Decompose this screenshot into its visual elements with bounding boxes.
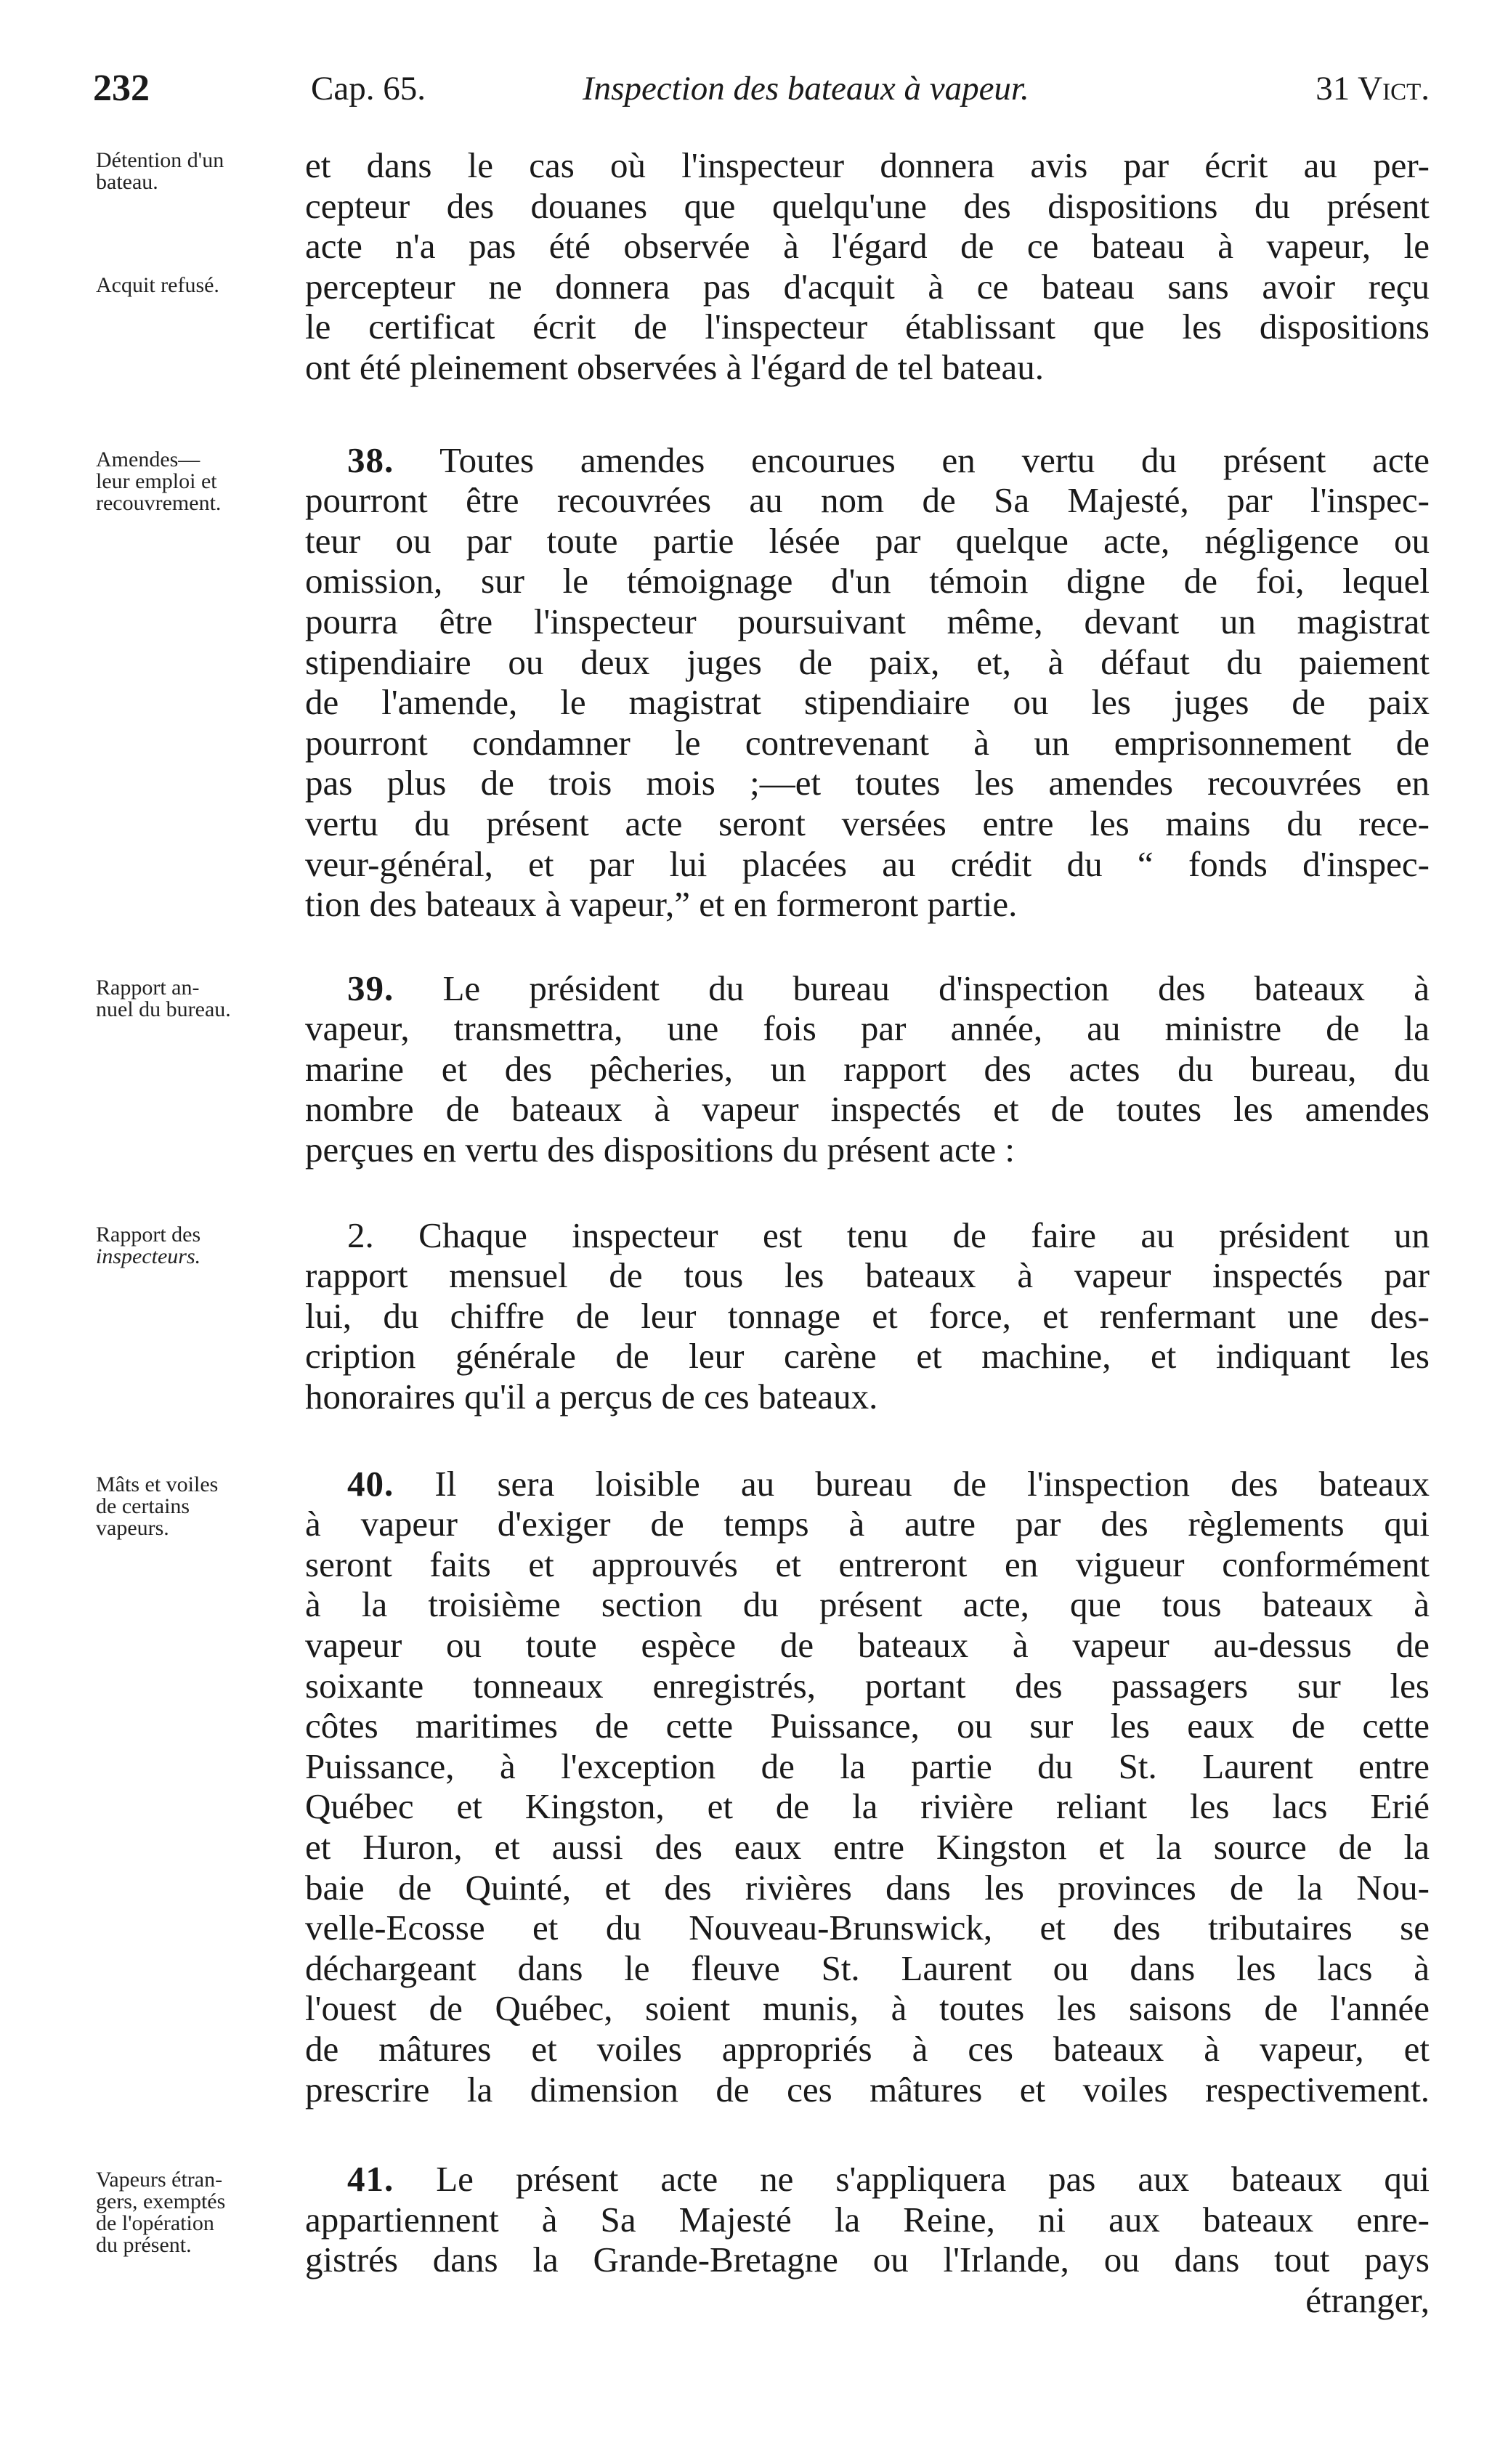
section-38 [0,440,1508,925]
margin-note-line: du présent. [96,2233,192,2258]
text-line: l'ouest de Québec, soient munis, à toutes les saisons de l'année [305,1988,1430,2029]
margin-note-line: de l'opération [96,2211,214,2236]
text-line: percepteur ne donnera pas d'acquit à ce bateau sans avoir reçu [305,266,1430,307]
margin-note-line: Rapport an- [96,975,200,1000]
text-line: de l'amende, le magistrat stipendiaire ou les juges de paix [305,682,1430,723]
text-line [305,968,1430,1009]
text-fragment: Il sera loisible au bureau de l'inspection des bateaux [434,1463,1430,1504]
section-number: 40. [347,1463,394,1504]
margin-note-line: Vapeurs étran- [96,2168,223,2192]
section-text [305,968,1430,1170]
text-line: seront faits et approuvés et entreront en vigueur conformément [305,1544,1430,1584]
text-line: soixante tonneaux enregistrés, portant des passagers sur les [305,1665,1430,1706]
text-line: prescrire la dimension de ces mâtures et voiles respectivement. [305,2069,1430,2110]
section-number: 38. [347,439,394,480]
text-line: cepteur des douanes que quelqu'une des dispositions du présent [305,185,1430,226]
text-line [305,1215,1430,1256]
margin-note-line: Amendes— [96,447,200,471]
text-line [305,2159,1430,2200]
section-number: 41. [347,2159,394,2200]
margin-note-vapeurs-etrangers [96,2169,292,2256]
text-line: teur ou par toute partie lésée par quelque acte, négligence ou [305,520,1430,561]
text-line: pourra être l'inspecteur poursuivant même, devant un magistrat [305,601,1430,641]
margin-note-line: leur emploi et [96,469,217,493]
margin-note-line: de certains [96,1494,190,1518]
text-line: baie de Quinté, et des rivières dans les provinces de la Nou- [305,1867,1430,1908]
text-line: et dans le cas où l'inspecteur donnera avis par écrit au per- [305,145,1430,185]
subsection-number: 2. [347,1215,374,1255]
section-text [305,145,1430,388]
text-line: pourront condamner le contrevenant à un emprisonnement de [305,722,1430,763]
margin-note-line: bateau. [96,170,158,194]
text-line: stipendiaire ou deux juges de paix, et, à défaut du paiement [305,641,1430,682]
text-line: côtes maritimes de cette Puissance, ou sur les eaux de cette [305,1706,1430,1746]
text-line: cription générale de leur carène et machine, et indiquant les [305,1336,1430,1377]
text-line: velle-Ecosse et du Nouveau-Brunswick, et des tributaires se [305,1908,1430,1948]
text-line: pourront être recouvrées au nom de Sa Majesté, par l'inspec- [305,480,1430,521]
margin-note-line: Acquit refusé. [96,273,219,297]
text-line: veur-général, et par lui placées au crédit du “ fonds d'inspec- [305,843,1430,884]
text-line: le certificat écrit de l'inspecteur établissant que les dispositions [305,307,1430,347]
text-line: déchargeant dans le fleuve St. Laurent ou dans les lacs à [305,1948,1430,1988]
section-39 [0,968,1508,1170]
section-text [305,1215,1430,1417]
section-text [305,2159,1430,2320]
margin-note-line: Rapport des [96,1222,201,1247]
margin-note-rapport-annuel [96,977,292,1021]
section-40 [0,1464,1508,2110]
text-line: à vapeur d'exiger de temps à autre par des règlements qui [305,1504,1430,1544]
margin-note-line: vapeurs. [96,1515,169,1540]
page-body [0,145,1508,2321]
page-number: 232 [93,68,150,109]
text-fragment: Le président du bureau d'inspection des bateaux à [442,968,1430,1008]
running-title: Inspection des bateaux à vapeur. [583,70,1029,108]
margin-note-amendes [96,449,292,514]
margin-note-mats-voiles [96,1474,292,1539]
text-line: nombre de bateaux à vapeur inspectés et de toutes les amendes [305,1089,1430,1130]
text-line: lui, du chiffre de leur tonnage et force, et renfermant une des- [305,1295,1430,1336]
text-line: gistrés dans la Grande-Bretagne ou l'Irlande, ou dans tout pays [305,2240,1430,2280]
section-text [305,1464,1430,2110]
text-line: à la troisième section du présent acte, que tous bateaux à [305,1584,1430,1625]
margin-note-line: Mâts et voiles [96,1472,219,1496]
margin-note-acquit [96,275,292,296]
text-line: appartiennent à Sa Majesté la Reine, ni aux bateaux enre- [305,2199,1430,2240]
text-line: vapeur ou toute espèce de bateaux à vapeur au-dessus de [305,1625,1430,1665]
text-line: ont été pleinement observées à l'égard de tel bateau. [305,346,1044,387]
section-continuation [0,145,1508,388]
text-line: de mâtures et voiles appropriés à ces bateaux à vapeur, et [305,2028,1430,2069]
section-text [305,440,1430,925]
text-fragment: Toutes amendes encourues en vertu du présent acte [439,439,1430,480]
regnal-year: 31 Vict. [1316,70,1430,108]
subsection-2 [0,1215,1508,1417]
margin-note-detention [96,150,292,193]
margin-note-line: recouvrement. [96,490,222,515]
text-line: vertu du présent acte seront versées entre les mains du rece- [305,803,1430,843]
text-line: omission, sur le témoignage d'un témoin digne de foi, lequel [305,561,1430,601]
margin-note-rapport-inspecteurs [96,1224,292,1268]
text-line: Puissance, à l'exception de la partie du St. Laurent entre [305,1746,1430,1786]
text-line: perçues en vertu des dispositions du présent acte : [305,1130,1016,1170]
text-line: et Huron, et aussi des eaux entre Kingston et la source de la [305,1826,1430,1867]
text-fragment: Le présent acte ne s'appliquera pas aux bateaux qui [436,2159,1430,2200]
text-line [305,440,1430,481]
text-line [305,1464,1430,1504]
text-line: tion des bateaux à vapeur,” et en formeront partie. [305,884,1018,925]
text-line: Québec et Kingston, et de la rivière reliant les lacs Erié [305,1786,1430,1827]
section-number: 39. [347,968,394,1008]
text-line: acte n'a pas été observée à l'égard de ce bateau à vapeur, le [305,226,1430,267]
margin-note-line: Détention d'un [96,148,224,172]
text-line: honoraires qu'il a perçus de ces bateaux. [305,1377,878,1417]
text-line: vapeur, transmettra, une fois par année, au ministre de la [305,1008,1430,1049]
running-header [93,60,1430,118]
text-line: rapport mensuel de tous les bateaux à vapeur inspectés par [305,1255,1430,1296]
catchword: étranger, [1305,2279,1430,2320]
section-41 [0,2159,1508,2320]
text-line: marine et des pêcheries, un rapport des actes du bureau, du [305,1048,1430,1089]
text-line: pas plus de trois mois ;—et toutes les amendes recouvrées en [305,763,1430,803]
margin-note-line: inspecteurs. [96,1244,201,1268]
margin-note-line: nuel du bureau. [96,997,231,1021]
margin-note-line: gers, exemptés [96,2189,226,2214]
chapter-label: Cap. 65. [311,70,426,108]
text-fragment: Chaque inspecteur est tenu de faire au président un [418,1215,1430,1255]
